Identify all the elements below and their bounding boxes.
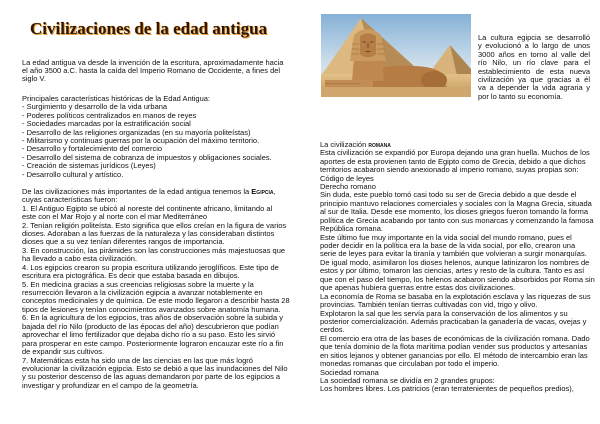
text-line: La edad antigua va desde la invención de la escritura, aproximadamente hacia <box>22 57 284 67</box>
egypt-intro-continuation: cuyas características fueron: <box>22 195 118 205</box>
feature-item: - Sociedades marcadas por la estratificación social <box>22 119 191 129</box>
egypt-point-line: tipos de lesiones y tenían conocimientos avanzados sobre anatomía humana. <box>22 304 281 314</box>
rome-text-line: principio mantuvo relaciones comerciales y sociales con la Magna Grecia, situada <box>320 198 592 208</box>
rome-text-line: que con el paso del tiempo, los helenos acabaron siendo absorbidos por Roma sin <box>320 274 595 284</box>
egypt-section <box>22 188 290 391</box>
text-line: siglo V. <box>22 74 46 84</box>
rome-text-line: Esta civilización se expandió por Europa dejando una gran huella. Muchos de los <box>320 148 590 158</box>
rome-section <box>320 141 595 394</box>
egypt-point-line: investigar y profundizar en el campo de la geometría. <box>22 380 199 390</box>
egypt-intro-text: De las civilizaciones más importantes de la edad antigua tenemos la <box>22 186 252 196</box>
intro-paragraph <box>22 59 283 84</box>
egypt-point-line: de expandir sus cultivos. <box>22 347 105 357</box>
feature-item: - Desarrollo de las religiones organizadas (en su mayoría politeístas) <box>22 127 251 137</box>
feature-item: - Poderes políticos centralizados en manos de reyes <box>22 110 197 120</box>
egypt-point-line: bajada del río Nilo (producto de las épocas del año) descubrieron que podían <box>22 321 279 331</box>
egypt-point-line: 7. Matemáticas esta ha sido una de las ciencias en las que más logró <box>22 355 253 365</box>
egypt-point-line: 5. En medicina gracias a sus creencias religiosas sobre la muerte y la <box>22 279 254 289</box>
rome-heading-text: La civilización <box>320 139 369 149</box>
rome-text-line: Explotaron la sal que les servía para la conservación de los alimentos y su <box>320 308 568 318</box>
rome-text-line: en sitios lejanos y obtener ganancias por ello. El método de intercambio eran las <box>320 350 588 360</box>
egypt-point-line: ha llevado a cabo esta civilización. <box>22 254 138 264</box>
text-line: el año 3500 a.C. hasta la caída del Imperio Romano de Occidente, a fines del <box>22 65 281 75</box>
rome-text-line: política de Grecia acabando por tanto con sus monarcas y comenzando la famosa <box>320 215 594 225</box>
feature-item: - Creación de sistemas jurídicos (Leyes) <box>22 161 156 171</box>
egypt-highlight: Egipcia <box>251 186 274 196</box>
egypt-point-line: dioses. Adoraban a las fuerzas de la naturaleza y las consideraban distintos <box>22 228 275 238</box>
features-list <box>22 95 272 179</box>
sphinx-pyramids-illustration <box>321 14 471 97</box>
caption-line: establecimiento de esta nueva <box>478 66 590 76</box>
rome-text-line: al sur de Italia. Desde ese momento, los dioses griegos fueron tomando la forma <box>320 207 589 217</box>
rome-list-item: Derecho romano <box>320 181 376 191</box>
caption-line: río Nilo, un río clave para el <box>478 58 590 68</box>
rome-highlight: romana <box>368 139 391 149</box>
egypt-point-line: 1. El Antiguo Egipto se ubicó al noreste del continente africano, limitando al <box>22 203 273 213</box>
sphinx-pyramids-image <box>321 14 471 97</box>
rome-text-line: Los hombres libres. Los patricios (eran terratenientes de pequeños predios), <box>320 384 574 394</box>
feature-item: - Surgimiento y desarrollo de la vida urbana <box>22 102 168 112</box>
rome-text-line: El comercio era otra de las bases de económicas de la civilización romana. Dado <box>320 333 590 343</box>
egypt-intro-punct: , <box>273 186 276 196</box>
rome-text-line: Este último fue muy importante en la vida social del mundo romano, pues el <box>320 232 572 242</box>
rome-list-item: Código de leyes <box>320 173 374 183</box>
caption-line: 3000 años en torno al valle del <box>478 49 590 59</box>
feature-item: - Desarrollo del sistema de cobranza de impuestos y obligaciones sociales. <box>22 152 272 162</box>
rome-text-line: territorios acabaron siendo anexionado al imperio romano, suyas propias son: <box>320 165 579 175</box>
egypt-point-line: para prosperar en este campo. Posteriormente lograron encauzar este río a fin <box>22 338 284 348</box>
egypt-caption <box>478 34 590 102</box>
page-title: Civilizaciones de la edad antigua <box>30 19 268 38</box>
caption-line: civilización ya que gracias a él <box>478 74 590 84</box>
feature-item: - Militarismo y continuas guerras por la ocupación del máximo territorio. <box>22 135 260 145</box>
caption-line: por lo tanto su economía. <box>478 91 563 101</box>
egypt-point-line: 6. En la agricultura de los egipcios, tras años de observación sobre la subida y <box>22 313 283 323</box>
rome-text-line: aportes de esta provienen tanto de Egipto como de Grecia, debido a que dichos <box>320 156 586 166</box>
foreground-sand <box>321 87 471 97</box>
egypt-point-line: escritura era pictográfica. Es decir que estaba basada en dibujos. <box>22 271 240 281</box>
rome-text-line: poder decidir en la política era la base de la vida social, por ello, crearon una <box>320 241 576 251</box>
rome-text-line: estos y por último, tomaron las ciencias, artes y resto de la cultura. Tanto es así <box>320 266 585 276</box>
rome-text-line: que apenas hubiera guerras entre estas dos civilizaciones. <box>320 283 516 293</box>
feature-item: - Desarrollo cultural y artístico. <box>22 169 124 179</box>
egypt-point-line: y su posterior descenso de las aguas demandaron por parte de los egipcios a <box>22 372 281 382</box>
rome-text-line: De igual modo, asimilaron los dioses helenos, aunque latinizaron los nombres de <box>320 257 590 267</box>
rome-text-line: Sin duda, este pueblo tomó casi todo su ser de Grecia debido a que desde el <box>320 190 577 200</box>
egypt-point-line: dioses que a su vez tenían diferentes rangos de importancia. <box>22 237 225 247</box>
rome-text-line: que tenía dominio de la flota marítima podían vender sus productos y artesanías <box>320 342 588 352</box>
rome-text-line: La sociedad romana se dividía en 2 grandes grupos: <box>320 376 495 386</box>
rome-text-line: monedas romanas que circulaban por todo el imperio. <box>320 359 500 369</box>
features-heading: Principales características históricas de la Edad Antigua: <box>22 93 211 103</box>
sphinx-haunch <box>421 71 447 89</box>
caption-line: y evolucionó a lo largo de unos <box>478 41 590 51</box>
sphinx-chest <box>352 58 384 81</box>
egypt-point-line: resurrección llevaron a la civilización egipcia a avanzar notablemente en <box>22 288 263 298</box>
caption-line: La cultura egipcia se desarrolló <box>478 32 590 42</box>
egypt-point-line: 3. En construcción, las pirámides son las construcciones más majestuosas que <box>22 245 286 255</box>
feature-item: - Desarrollo y fortalecimiento del comercio <box>22 144 163 154</box>
egypt-point-line: conceptos medicinales y de química. De este modo llegaron a describir hasta 28 <box>22 296 290 306</box>
caption-line: va a depender la vida agraria y <box>478 83 590 93</box>
rome-text-line: serie de leyes para evitar la tiranía y también que volvieran a surgir monarquías. <box>320 249 587 259</box>
rome-text-line: cerdos. <box>320 325 345 335</box>
rome-text-line: República romana. <box>320 224 383 234</box>
egypt-point-line: aprovechar el limo fertilizador que dejaba dicho río a su paso. Esto les sirvió <box>22 330 276 340</box>
subheading-sociedad-romana: Sociedad romana <box>320 367 379 377</box>
rome-text-line: La economía de Roma se basaba en la explotación esclava y las riquezas de sus <box>320 291 591 301</box>
rome-text-line: posterior comercialización. Además practicaban la ganadería de vacas, ovejas y <box>320 316 587 326</box>
egypt-point-line: este con el Mar Rojo y al norte con el mar Mediterráneo <box>22 212 208 222</box>
egypt-point-line: 2. Tenían religión politeísta. Esto significa que ellos creían en la figura de varios <box>22 220 287 230</box>
rome-text-line: provincias. También tenían tierras cultivadas con vid, trigo y olivo. <box>320 300 538 310</box>
egypt-point-line: evolucionar la civilización egipcia. Esto se debió a que las inundaciones del Nilo <box>22 363 288 373</box>
egypt-point-line: 4. Los egipcios crearon su propia escritura utilizando jeroglíficos. Este tipo de <box>22 262 279 272</box>
